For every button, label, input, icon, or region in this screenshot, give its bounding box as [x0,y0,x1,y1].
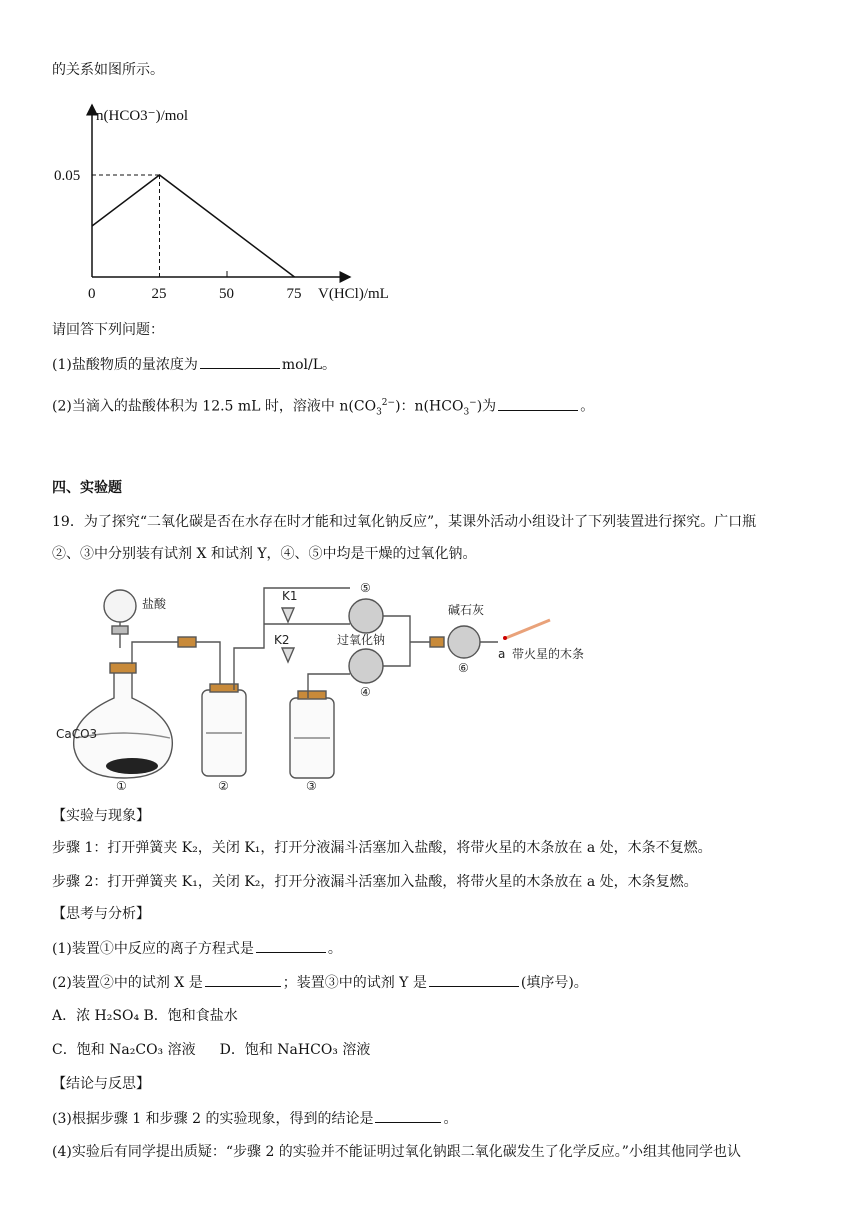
caco3-solid [106,758,158,774]
answer-blank[interactable] [200,354,280,369]
label-k1: K1 [282,589,298,603]
data-line [92,175,295,277]
label-na2o2: 过氧化钠 [337,633,386,647]
label-hcl: 盐酸 [142,597,167,611]
x-tick-label: 50 [219,286,234,302]
answer-blank[interactable] [429,972,519,987]
answer-blank[interactable] [375,1108,441,1123]
num-4: ④ [360,685,371,699]
exp-header: 【实验与现象】 [52,808,150,824]
clip-k2 [282,648,294,662]
num-2: ② [218,779,229,790]
num-3: ③ [306,779,317,790]
rubber-connector [178,637,196,647]
analysis-header: 【思考与分析】 [52,906,150,922]
x-tick-label: 0 [88,286,96,302]
hco3-chart [50,95,430,310]
label-a: a [498,647,506,661]
conclusion-3: (3)根据步骤 1 和步骤 2 的实验现象，得到的结论是 。 [52,1108,457,1129]
tube-4 [349,649,383,683]
y-tick-label: 0.05 [54,168,81,184]
apparatus-diagram [50,578,790,790]
funnel-stopcock [112,626,128,634]
tube-6 [448,626,480,658]
option-c-d: C．饱和 Na₂CO₃ 溶液 D．饱和 NaHCO₃ 溶液 [52,1042,371,1058]
step-1: 步骤 1：打开弹簧夹 K₂，关闭 K₁，打开分液漏斗活塞加入盐酸，将带火星的木条放在 a 处，木条不复燃。 [52,840,712,856]
clip-k1 [282,608,294,622]
x-tick-label: 75 [286,286,302,302]
analysis-2: (2)装置②中的试剂 X 是 ；装置③中的试剂 Y 是 (填序号)。 [52,972,588,993]
q19-line2: ②、③中分别装有试剂 X 和试剂 Y，④、⑤中均是干燥的过氧化钠。 [52,546,477,562]
question-2: (2)当滴入的盐酸体积为 12.5 mL 时，溶液中 $n(CO_3^{2-})$：$n(HCO_3^-)$为 。 [52,393,594,422]
label-splint: 带火星的木条 [512,647,585,661]
num-6: ⑥ [458,661,469,675]
conclusion-4: (4)实验后有同学提出质疑：“步骤 2 的实验并不能证明过氧化钠跟二氧化碳发生了化学反应。”小组其他同学也认 [52,1144,741,1160]
option-a-b: A．浓 H₂SO₄ B．饱和食盐水 [52,1008,238,1024]
num-5: ⑤ [360,581,371,595]
y-axis-label: n(HCO3⁻)/mol [96,108,189,124]
analysis-1: (1)装置①中反应的离子方程式是 。 [52,938,342,959]
label-k2: K2 [274,633,290,647]
funnel-bulb [104,590,136,622]
question-1: (1)盐酸物质的量浓度为 mol/L。 [52,354,336,375]
section-title: 四、实验题 [52,480,122,496]
answer-blank[interactable] [498,396,578,411]
flask-stopper [110,663,136,673]
x-axis-label: V(HCl)/mL [318,286,389,302]
num-1: ① [116,779,127,790]
label-caco3: CaCO3 [56,727,98,741]
answer-blank[interactable] [256,938,326,953]
x-tick-label: 25 [151,286,167,302]
questions-intro: 请回答下列问题： [52,322,164,338]
q19-line1: 19．为了探究“二氧化碳是否在水存在时才能和过氧化钠反应”，某课外活动小组设计了下列装置进行探究。广口瓶 [52,514,757,530]
glowing-splint [506,620,550,638]
step-2: 步骤 2：打开弹簧夹 K₁，关闭 K₂，打开分液漏斗活塞加入盐酸，将带火星的木条放在 a 处，木条复燃。 [52,874,698,890]
intro-line: 的关系如图所示。 [52,62,164,78]
tube-5 [349,599,383,633]
answer-blank[interactable] [205,972,281,987]
label-sodalime: 碱石灰 [448,603,485,617]
conclusion-header: 【结论与反思】 [52,1076,150,1092]
